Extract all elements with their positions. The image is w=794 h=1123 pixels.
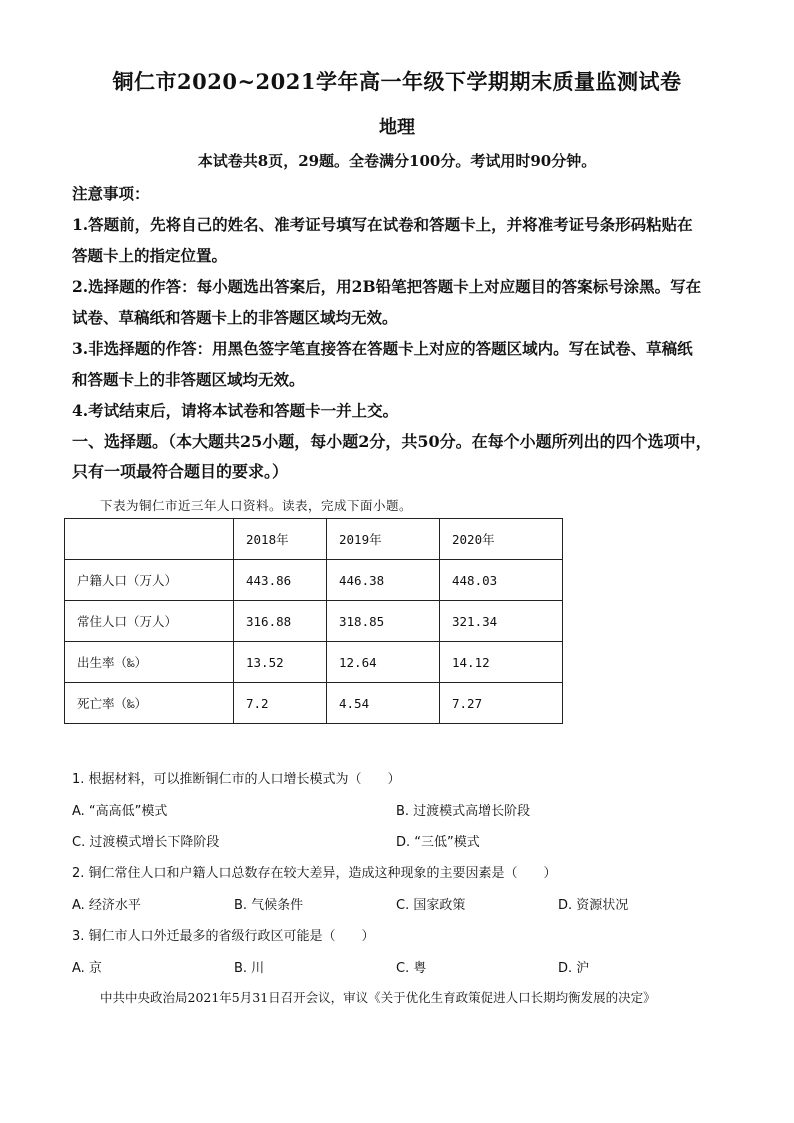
exam-summary: 本试卷共8页，29题。全卷满分100分。考试用时90分钟。 [197,152,597,170]
table-cell: 户籍人口（万人） [65,560,234,601]
question-option: B. 川 [234,961,265,976]
table-cell: 7.2 [234,683,327,724]
table-cell: 446.38 [327,560,440,601]
question-option: C. 国家政策 [396,898,466,913]
subject-heading: 地理 [379,117,415,138]
question-stem: 1. 根据材料，可以推断铜仁市的人口增长模式为（ ） [72,772,401,787]
table-row [65,683,563,724]
table-cell: 443.86 [234,560,327,601]
notice-heading: 注意事项： [72,184,150,203]
table-cell: 318.85 [327,601,440,642]
exam-title: 铜仁市2020~2021学年高一年级下学期期末质量监测试卷 [112,69,682,94]
table-cell: 14.12 [440,642,563,683]
question-option: C. 粤 [396,961,427,976]
table-cell: 4.54 [327,683,440,724]
next-material-intro: 中共中央政治局2021年5月31日召开会议，审议《关于优化生育政策促进人口长期均衡发展的决定》 [100,990,656,1005]
question-option: A. 京 [72,961,102,976]
table-cell: 常住人口（万人） [65,601,234,642]
table-cell: 出生率（‰） [65,642,234,683]
table-cell: 12.64 [327,642,440,683]
notice-line: 试卷、草稿纸和答题卡上的非答题区域均无效。 [72,308,398,327]
question-option: B. 过渡模式高增长阶段 [396,804,531,819]
question-option: D. 资源状况 [558,898,629,913]
table-cell: 2019年 [327,519,440,560]
notice-line: 2.选择题的作答：每小题选出答案后，用2B铅笔把答题卡上对应题目的答案标号涂黑。写在 [72,277,702,296]
table-row [65,560,563,601]
table-row [65,642,563,683]
notice-line: 和答题卡上的非答题区域均无效。 [72,370,305,389]
population-table [64,518,563,724]
question-option: A. “高高低”模式 [72,804,168,819]
question-option: D. “三低”模式 [396,835,480,850]
table-cell: 316.88 [234,601,327,642]
table-header-row [65,519,563,560]
table-cell: 7.27 [440,683,563,724]
section-heading: 只有一项最符合题目的要求。） [72,462,289,481]
question-option: D. 沪 [558,961,590,976]
question-option: B. 气候条件 [234,898,304,913]
table-cell: 13.52 [234,642,327,683]
notice-line: 答题卡上的指定位置。 [72,246,228,265]
material-intro: 下表为铜仁市近三年人口资料。读表，完成下面小题。 [100,498,413,513]
table-cell: 321.34 [440,601,563,642]
notice-line: 1.答题前，先将自己的姓名、准考证号填写在试卷和答题卡上，并将准考证号条形码粘贴在 [72,215,693,234]
table-cell: 2020年 [440,519,563,560]
table-cell: 448.03 [440,560,563,601]
question-stem: 2. 铜仁常住人口和户籍人口总数存在较大差异，造成这种现象的主要因素是（ ） [72,866,557,881]
table-cell: 2018年 [234,519,327,560]
section-heading: 一、选择题。（本大题共25小题，每小题2分，共50分。在每个小题所列出的四个选项中， [72,432,712,451]
notice-line: 3.非选择题的作答：用黑色签字笔直接答在答题卡上对应的答题区域内。写在试卷、草稿纸 [72,339,693,358]
question-stem: 3. 铜仁市人口外迁最多的省级行政区可能是（ ） [72,929,375,944]
table-cell [65,519,234,560]
question-option: A. 经济水平 [72,898,141,913]
table-cell: 死亡率（‰） [65,683,234,724]
question-option: C. 过渡模式增长下降阶段 [72,835,220,850]
notice-line: 4.考试结束后，请将本试卷和答题卡一并上交。 [72,401,399,420]
table-row [65,601,563,642]
